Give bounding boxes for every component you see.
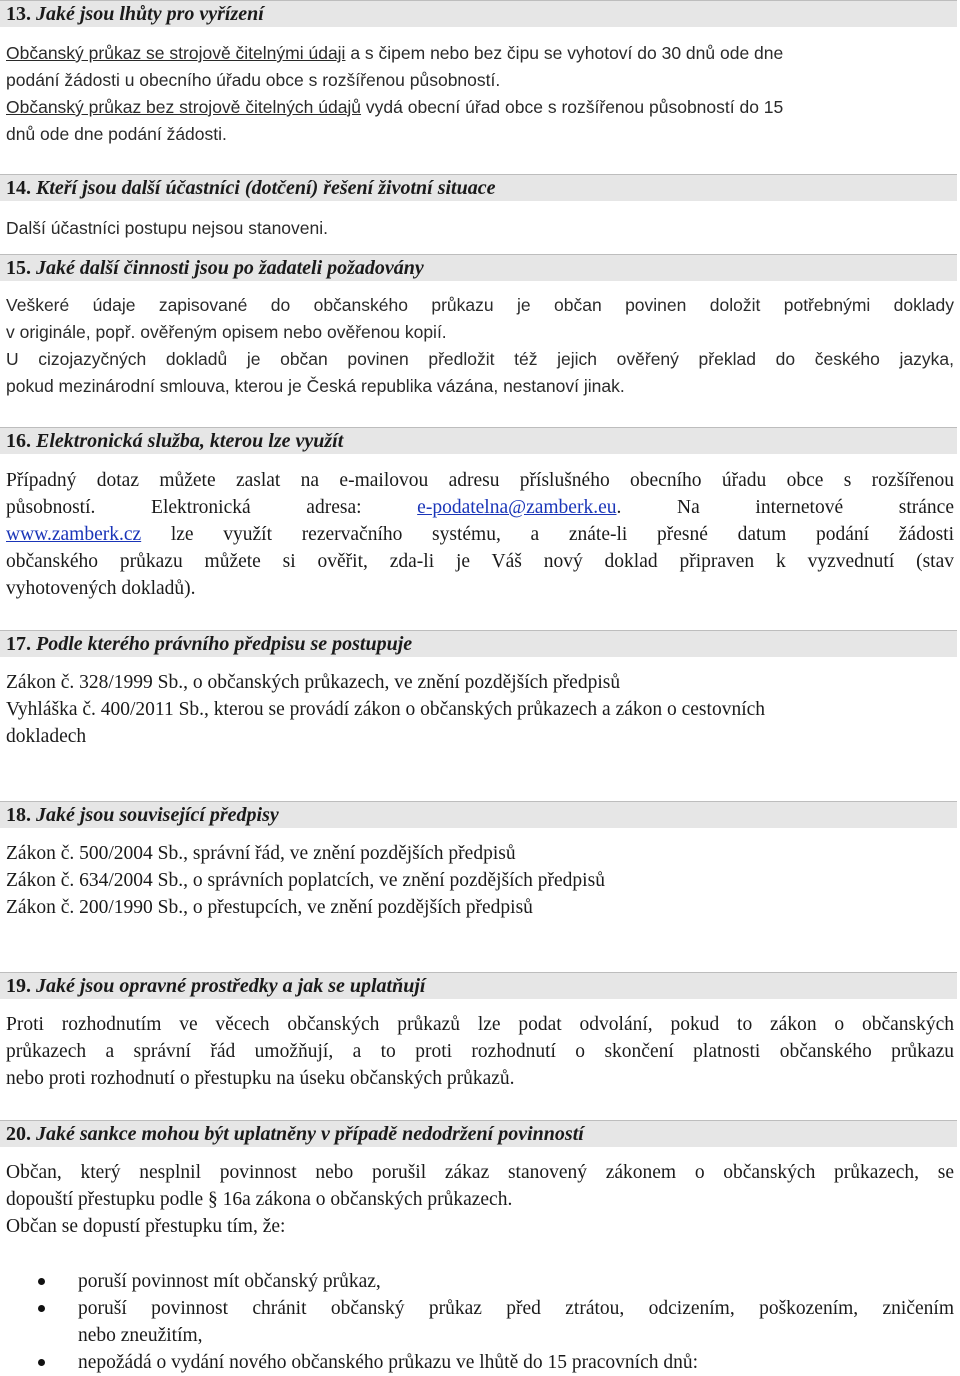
list-item: poruší povinnost chránit občanský průkaz před ztrátou, odcizením, poškozením, zničením [78,1298,954,1319]
section-title: Jaké sankce mohou být uplatněny v případě nedodržení povinností [36,1123,584,1145]
paragraph-line [6,521,954,548]
section-title: Jaké jsou opravné prostředky a jak se uplatňují [36,975,426,997]
text-run: působností. Elektronická adresa: [6,497,418,518]
list-item: nepožádá o vydání nového občanského průkazu ve lhůtě do 15 pracovních dnů: [78,1352,699,1373]
paragraph-line: vyhotovených dokladů). [6,578,196,599]
paragraph-line: Zákon č. 200/1990 Sb., o přestupcích, ve znění pozdějších předpisů [6,897,533,918]
paragraph-line: Zákon č. 328/1999 Sb., o občanských průkazech, ve znění pozdějších předpisů [6,672,621,693]
paragraph-line [6,40,954,67]
section-number: 14. [6,177,31,199]
section-title: Podle kterého právního předpisu se postupuje [36,633,413,655]
list-item: poruší povinnost mít občanský průkaz, [78,1271,381,1292]
paragraph-line [6,94,954,121]
section-number: 16. [6,430,31,452]
section-13-heading [0,0,957,27]
bullet-icon [38,1278,45,1285]
paragraph-line: Případný dotaz můžete zaslat na e-mailovou adresu příslušného obecního úřadu obce s rozšířenou [6,470,954,491]
website-link[interactable]: www.zamberk.cz [6,524,142,545]
paragraph-line: Občan se dopustí přestupku tím, že: [6,1216,286,1237]
section-title: Jaké další činnosti jsou po žadateli požadovány [36,257,424,279]
list-item-continuation: nebo zneužitím, [78,1325,203,1346]
paragraph-line: Další účastníci postupu nejsou stanoveni. [6,218,328,238]
paragraph-line: v originále, popř. ověřeným opisem nebo ověřenou kopií. [6,322,447,342]
underlined-term: Občanský průkaz bez strojově čitelných údajů [6,97,362,117]
paragraph-line: Veškeré údaje zapisované do občanského průkazu je občan povinen doložit potřebnými doklady [6,295,954,315]
bullet-icon [38,1305,45,1312]
paragraph-line [6,494,954,521]
text-run: vydá obecní úřad obce s rozšířenou působností do 15 [361,97,784,117]
paragraph-line: U cizojazyčných dokladů je občan povinen předložit též jejich ověřený překlad do českého jazyka, [6,349,954,369]
section-18-heading [0,801,957,828]
section-number: 17. [6,633,31,655]
paragraph-line: nebo proti rozhodnutí o přestupku na úseku občanských průkazů. [6,1068,515,1089]
paragraph-line: pokud mezinárodní smlouva, kterou je Česká republika vázána, nestanoví jinak. [6,376,625,396]
section-title: Kteří jsou další účastníci (dotčení) řešení životní situace [36,177,496,199]
section-title: Elektronická služba, kterou lze využít [36,430,344,452]
text-run: a s čipem nebo bez čipu se vyhotoví do 30 dnů ode dne [345,43,784,63]
email-link[interactable]: e-podatelna@zamberk.eu [417,497,617,518]
bullet-icon [38,1359,45,1366]
paragraph-line: Občan, který nesplnil povinnost nebo porušil zákaz stanovený zákonem o občanských průkazech, se [6,1162,954,1183]
section-19-heading [0,972,957,999]
text-run: . Na internetové stránce [616,497,954,518]
paragraph-line: Vyhláška č. 400/2011 Sb., kterou se provádí zákon o občanských průkazech a zákon o cestovních [6,699,766,720]
section-20-heading [0,1120,957,1147]
paragraph-line: dokladech [6,726,87,747]
section-15-heading [0,254,957,281]
section-17-heading [0,630,957,657]
section-number: 18. [6,804,31,826]
paragraph-line: dnů ode dne podání žádosti. [6,124,227,144]
paragraph-line: Proti rozhodnutím ve věcech občanských průkazů lze podat odvolání, pokud to zákon o občanských [6,1014,954,1035]
section-number: 15. [6,257,31,279]
section-number: 20. [6,1123,31,1145]
section-title: Jaké jsou lhůty pro vyřízení [36,3,264,25]
section-title: Jaké jsou související předpisy [36,804,279,826]
paragraph-line: podání žádosti u obecního úřadu obce s rozšířenou působností. [6,70,501,90]
paragraph-line: průkazech a správní řád umožňují, a to proti rozhodnutí o skončení platnosti občanského průkazu [6,1041,954,1062]
text-run: lze využít rezervačního systému, a znáte-li přesné datum podání žádosti [141,524,954,545]
paragraph-line: dopouští přestupku podle § 16a zákona o občanských průkazech. [6,1189,513,1210]
section-number: 13. [6,3,31,25]
paragraph-line: občanského průkazu můžete si ověřit, zda-li je Váš nový doklad připraven k vyzvednutí (stav [6,551,954,572]
section-14-heading [0,174,957,201]
paragraph-line: Zákon č. 634/2004 Sb., o správních poplatcích, ve znění pozdějších předpisů [6,870,605,891]
section-16-heading [0,427,957,454]
paragraph-line: Zákon č. 500/2004 Sb., správní řád, ve znění pozdějších předpisů [6,843,516,864]
section-number: 19. [6,975,31,997]
underlined-term: Občanský průkaz se strojově čitelnými údaji [6,43,346,63]
